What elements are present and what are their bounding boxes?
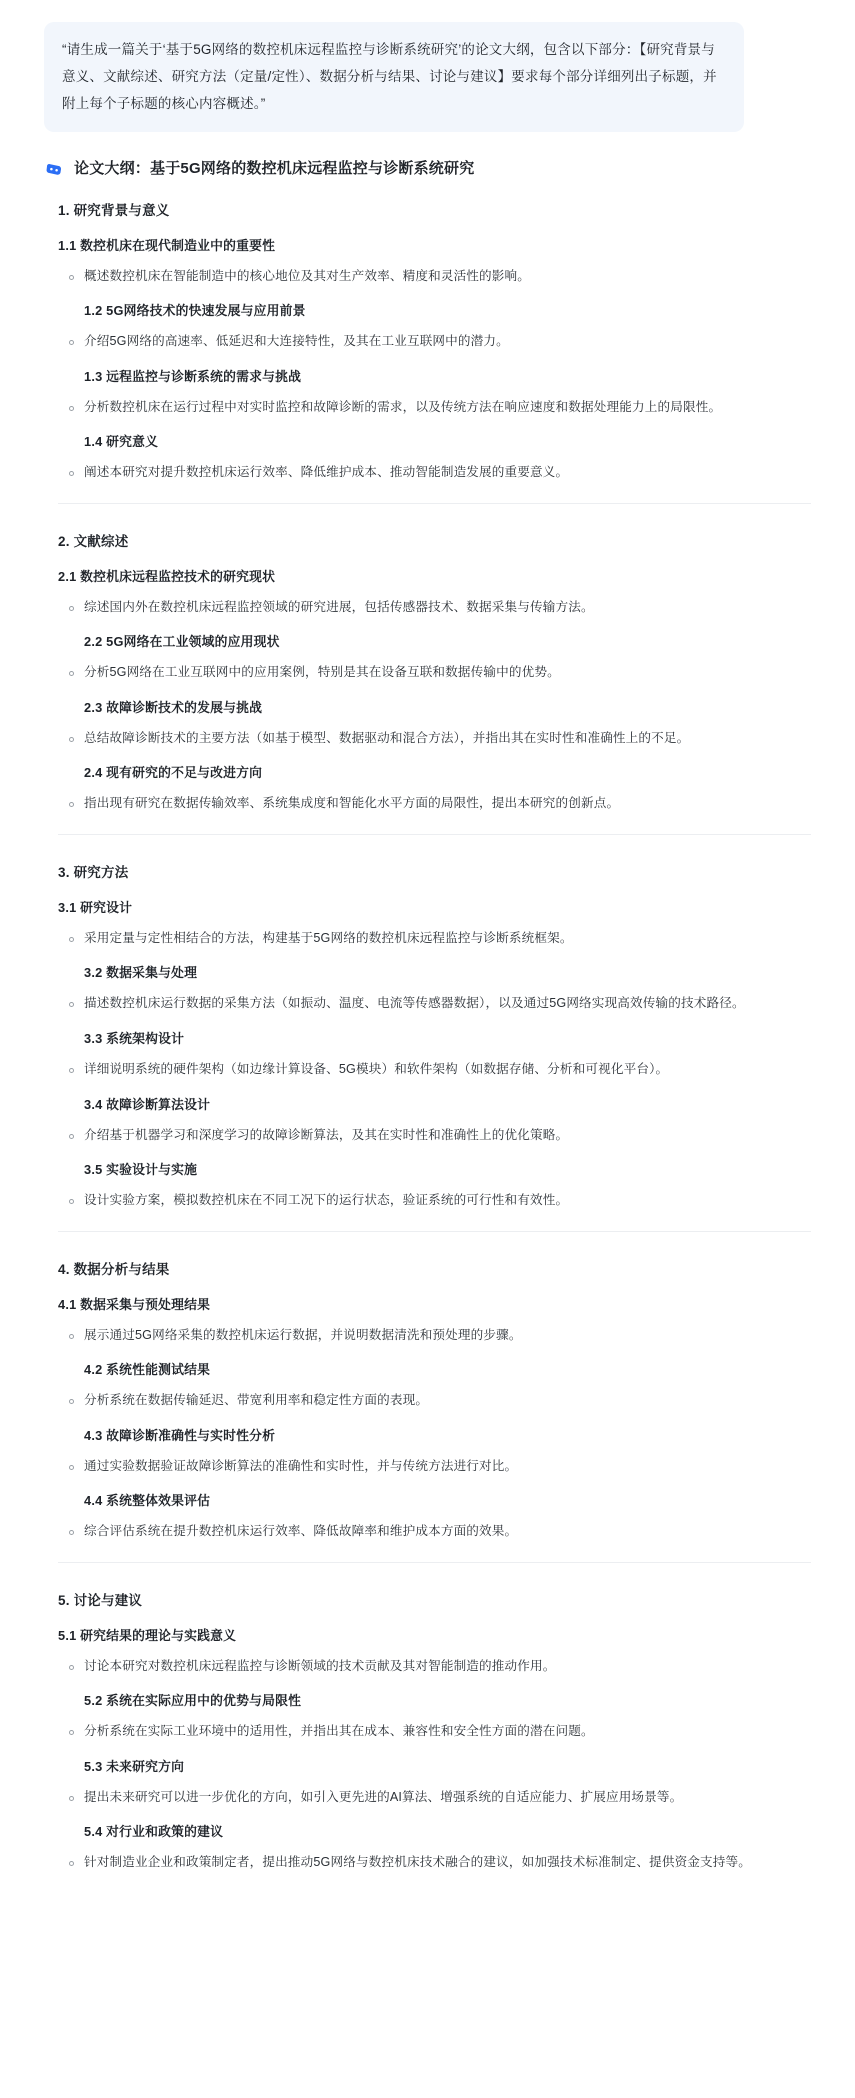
bullet-list [58,1454,811,1479]
bullet-list [58,926,811,951]
list-item: 通过实验数据验证故障诊断算法的准确性和实时性，并与传统方法进行对比。 [58,1454,811,1479]
list-item: 介绍5G网络的高速率、低延迟和大连接特性，及其在工业互联网中的潜力。 [58,329,811,354]
bullet-list [58,1057,811,1082]
section-heading: 4. 数据分析与结果 [58,1261,170,1277]
sub-heading: 2.1 数控机床远程监控技术的研究现状 [58,568,276,584]
bullet-list [58,726,811,751]
sub-heading: 3.1 研究设计 [58,899,133,915]
bullet-list [58,1388,811,1413]
sub-heading: 5.1 研究结果的理论与实践意义 [58,1627,237,1643]
sub-heading: 3.2 数据采集与处理 [84,965,198,981]
list-item: 分析5G网络在工业互联网中的应用案例，特别是其在设备互联和数据传输中的优势。 [58,660,811,685]
list-item: 阐述本研究对提升数控机床运行效率、降低维护成本、推动智能制造发展的重要意义。 [58,460,811,485]
sub-heading: 2.4 现有研究的不足与改进方向 [84,765,263,781]
list-item: 采用定量与定性相结合的方法，构建基于5G网络的数控机床远程监控与诊断系统框架。 [58,926,811,951]
sub-heading: 1.2 5G网络技术的快速发展与应用前景 [84,303,306,319]
answer-header [44,158,811,181]
bullet-list [58,791,811,816]
bullet-list [58,1323,811,1348]
section-heading: 5. 讨论与建议 [58,1592,143,1608]
list-item: 描述数控机床运行数据的采集方法（如振动、温度、电流等传感器数据），以及通过5G网络实现高效传输的技术路径。 [58,991,811,1016]
outline-section [58,1231,811,1562]
bullet-list [58,1519,811,1544]
list-item: 展示通过5G网络采集的数控机床运行数据，并说明数据清洗和预处理的步骤。 [58,1323,811,1348]
list-item: 总结故障诊断技术的主要方法（如基于模型、数据驱动和混合方法），并指出其在实时性和准确性上的不足。 [58,726,811,751]
bullet-list [58,1785,811,1810]
list-item: 概述数控机床在智能制造中的核心地位及其对生产效率、精度和灵活性的影响。 [58,264,811,289]
bullet-list [58,1719,811,1744]
list-item: 提出未来研究可以进一步优化的方向，如引入更先进的AI算法、增强系统的自适应能力、扩展应用场景等。 [58,1785,811,1810]
list-item: 分析数控机床在运行过程中对实时监控和故障诊断的需求，以及传统方法在响应速度和数据处理能力上的局限性。 [58,395,811,420]
list-item: 针对制造业企业和政策制定者，提出推动5G网络与数控机床技术融合的建议，如加强技术标准制定、提供资金支持等。 [58,1850,811,1875]
sub-heading: 4.1 数据采集与预处理结果 [58,1296,211,1312]
outline-section [58,1562,811,1893]
bullet-list [58,660,811,685]
bullet-list [58,991,811,1016]
list-item: 指出现有研究在数据传输效率、系统集成度和智能化水平方面的局限性，提出本研究的创新点。 [58,791,811,816]
sub-heading: 3.3 系统架构设计 [84,1030,185,1046]
sub-heading: 5.4 对行业和政策的建议 [84,1824,224,1840]
sub-heading: 1.4 研究意义 [84,434,159,450]
sub-heading: 1.3 远程监控与诊断系统的需求与挑战 [84,368,302,384]
bullet-list [58,329,811,354]
outline-section [58,834,811,1231]
sub-heading: 4.3 故障诊断准确性与实时性分析 [84,1427,276,1443]
bullet-list [58,264,811,289]
list-item: 分析系统在实际工业环境中的适用性，并指出其在成本、兼容性和安全性方面的潜在问题。 [58,1719,811,1744]
sub-heading: 5.2 系统在实际应用中的优势与局限性 [84,1693,302,1709]
assistant-avatar-icon [44,160,64,180]
sub-heading: 1.1 数控机床在现代制造业中的重要性 [58,237,276,253]
section-heading: 3. 研究方法 [58,864,129,880]
answer-body [44,199,811,1893]
bullet-list [58,460,811,485]
bullet-list [58,1850,811,1875]
user-prompt-row [44,22,811,132]
sub-heading: 5.3 未来研究方向 [84,1758,185,1774]
section-heading: 1. 研究背景与意义 [58,202,170,218]
list-item: 综合评估系统在提升数控机床运行效率、降低故障率和维护成本方面的效果。 [58,1519,811,1544]
sub-heading: 2.2 5G网络在工业领域的应用现状 [84,634,280,650]
outline-section [58,503,811,834]
bullet-list [58,1654,811,1679]
list-item: 综述国内外在数控机床远程监控领域的研究进展，包括传感器技术、数据采集与传输方法。 [58,595,811,620]
outline-section [58,199,811,503]
bullet-list [58,1123,811,1148]
list-item: 分析系统在数据传输延迟、带宽利用率和稳定性方面的表现。 [58,1388,811,1413]
list-item: 设计实验方案，模拟数控机床在不同工况下的运行状态，验证系统的可行性和有效性。 [58,1188,811,1213]
sub-heading: 2.3 故障诊断技术的发展与挑战 [84,699,263,715]
sub-heading: 4.2 系统性能测试结果 [84,1362,211,1378]
user-prompt-bubble: “请生成一篇关于‘基于5G网络的数控机床远程监控与诊断系统研究’的论文大纲，包含以下部分：【研究背景与意义、文献综述、研究方法（定量/定性）、数据分析与结果、讨论与建议】要求每个部分详细列出子标题，并附上每个子标题的核心内容概述。” [44,22,744,132]
section-heading: 2. 文献综述 [58,533,129,549]
bullet-list [58,1188,811,1213]
sub-heading: 4.4 系统整体效果评估 [84,1493,211,1509]
bullet-list [58,595,811,620]
list-item: 讨论本研究对数控机床远程监控与诊断领域的技术贡献及其对智能制造的推动作用。 [58,1654,811,1679]
sub-heading: 3.4 故障诊断算法设计 [84,1096,211,1112]
list-item: 介绍基于机器学习和深度学习的故障诊断算法，及其在实时性和准确性上的优化策略。 [58,1123,811,1148]
list-item: 详细说明系统的硬件架构（如边缘计算设备、5G模块）和软件架构（如数据存储、分析和可视化平台）。 [58,1057,811,1082]
answer-title: 论文大纲：基于5G网络的数控机床远程监控与诊断系统研究 [74,160,475,177]
sub-heading: 3.5 实验设计与实施 [84,1162,198,1178]
bullet-list [58,395,811,420]
